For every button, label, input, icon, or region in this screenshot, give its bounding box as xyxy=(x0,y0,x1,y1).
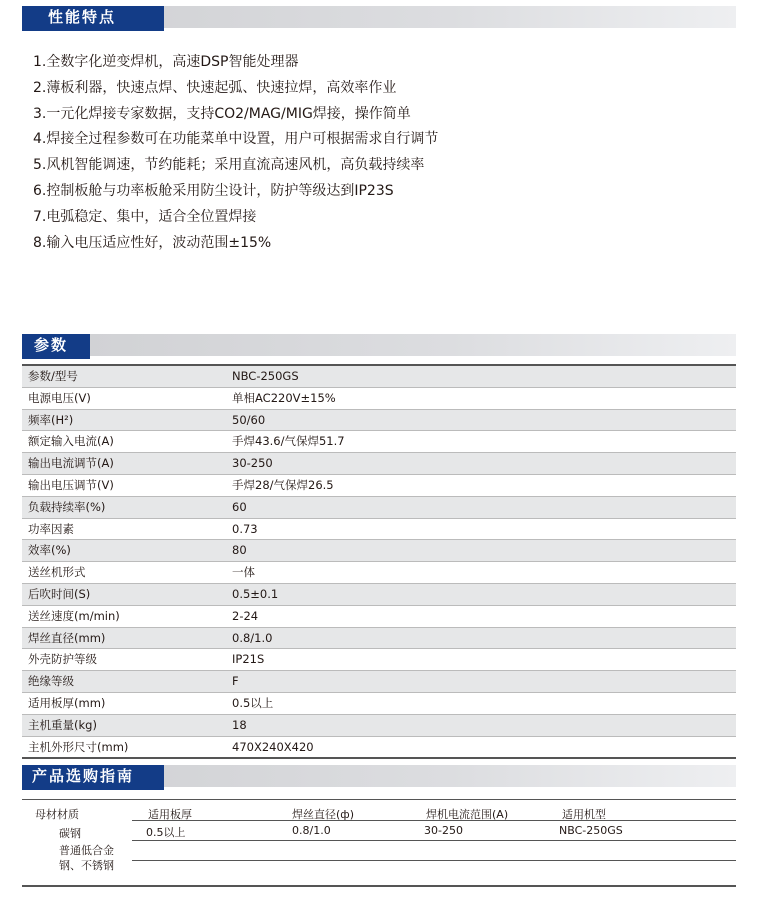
params-header-underline xyxy=(22,356,90,359)
param-key: 送丝机形式 xyxy=(28,565,86,580)
table-row xyxy=(22,606,736,628)
table-row xyxy=(22,410,736,432)
param-value: 60 xyxy=(232,499,247,514)
table-row xyxy=(22,388,736,410)
table-row xyxy=(22,584,736,606)
guide-section-title: 产品选购指南 xyxy=(22,765,164,787)
param-value: 0.8/1.0 xyxy=(232,630,273,645)
param-value: 手焊28/气保焊26.5 xyxy=(232,477,334,492)
table-row xyxy=(22,715,736,737)
features-section-title: 性能特点 xyxy=(22,6,164,28)
guide-divider xyxy=(132,860,736,861)
param-key: 效率(%) xyxy=(28,543,71,558)
param-value: 80 xyxy=(232,543,247,558)
table-row xyxy=(22,737,736,758)
param-key: 额定输入电流(A) xyxy=(28,434,114,449)
param-value: IP21S xyxy=(232,652,265,667)
material-header: 母材材质 xyxy=(35,808,79,821)
selection-guide-table xyxy=(22,799,736,887)
material-item: 钢、不锈钢 xyxy=(59,859,114,872)
param-key: 频率(H²) xyxy=(28,412,74,427)
column-header: 适用板厚 xyxy=(148,808,192,821)
param-key: 送丝速度(m/min) xyxy=(28,608,120,623)
param-key: 主机重量(kg) xyxy=(28,717,97,732)
param-value: 18 xyxy=(232,717,247,732)
param-key: 负载持续率(%) xyxy=(28,499,106,514)
table-row xyxy=(22,628,736,650)
param-value: NBC-250GS xyxy=(232,369,299,383)
table-row xyxy=(22,693,736,715)
column-header: 焊机电流范围(A) xyxy=(426,808,509,821)
table-row xyxy=(22,366,736,388)
param-key: 输出电流调节(A) xyxy=(28,456,114,471)
param-key: 输出电压调节(V) xyxy=(28,477,114,492)
table-row xyxy=(22,649,736,671)
param-value: 单相AC220V±15% xyxy=(232,390,336,405)
guide-value: 30-250 xyxy=(424,824,463,837)
feature-item: 3.一元化焊接专家数据，支持CO2/MAG/MIG焊接，操作简单 xyxy=(33,105,411,122)
material-item: 普通低合金 xyxy=(59,844,114,857)
feature-item: 8.输入电压适应性好，波动范围±15% xyxy=(33,234,272,251)
column-header: 焊丝直径(ф) xyxy=(292,808,354,821)
guide-value: 0.5以上 xyxy=(146,826,186,839)
features-list xyxy=(33,50,438,256)
table-row xyxy=(22,453,736,475)
feature-item: 4.焊接全过程参数可在功能菜单中设置，用户可根据需求自行调节 xyxy=(33,131,439,148)
table-row xyxy=(22,519,736,541)
table-row xyxy=(22,431,736,453)
param-key: 适用板厚(mm) xyxy=(28,695,106,710)
feature-item: 7.电弧稳定、集中，适合全位置焊接 xyxy=(33,208,257,225)
guide-divider xyxy=(132,820,736,821)
table-row xyxy=(22,497,736,519)
param-key: 绝缘等级 xyxy=(28,674,74,689)
param-value: 0.5以上 xyxy=(232,695,274,710)
param-value: 30-250 xyxy=(232,456,273,471)
param-value: 50/60 xyxy=(232,412,266,427)
feature-item: 1.全数字化逆变焊机，高速DSP智能处理器 xyxy=(33,54,299,70)
feature-item: 5.风机智能调速，节约能耗；采用直流高速风机，高负载持续率 xyxy=(33,157,425,174)
param-value: 2-24 xyxy=(232,608,259,623)
features-header-underline xyxy=(22,28,164,31)
param-value: 一体 xyxy=(232,565,255,580)
param-key: 焊丝直径(mm) xyxy=(28,630,106,645)
params-section-header xyxy=(22,334,736,356)
material-item: 碳钢 xyxy=(59,827,81,840)
param-key: 电源电压(V) xyxy=(28,390,91,405)
param-value: 手焊43.6/气保焊51.7 xyxy=(232,434,345,449)
guide-section-header xyxy=(22,765,736,787)
param-key: 功率因素 xyxy=(28,521,74,536)
param-value: 470X240X420 xyxy=(232,739,314,754)
params-table xyxy=(22,364,736,759)
params-section-title: 参数 xyxy=(22,334,90,356)
param-key: 参数/型号 xyxy=(28,369,78,383)
param-value: F xyxy=(232,674,239,689)
guide-divider xyxy=(132,840,736,841)
table-row xyxy=(22,540,736,562)
param-value: 0.73 xyxy=(232,521,258,536)
guide-value: NBC-250GS xyxy=(559,824,623,837)
table-row xyxy=(22,562,736,584)
param-value: 0.5±0.1 xyxy=(232,586,279,601)
param-key: 外壳防护等级 xyxy=(28,652,97,667)
table-row xyxy=(22,671,736,693)
param-key: 主机外形尺寸(mm) xyxy=(28,739,129,754)
guide-header-underline xyxy=(22,787,164,790)
feature-item: 2.薄板利器，快速点焊、快速起弧、快速拉焊，高效率作业 xyxy=(33,79,397,96)
guide-value: 0.8/1.0 xyxy=(292,824,331,837)
column-header: 适用机型 xyxy=(562,808,606,821)
features-section-header xyxy=(22,6,736,28)
param-key: 后吹时间(S) xyxy=(28,586,91,601)
table-row xyxy=(22,475,736,497)
feature-item: 6.控制板舱与功率板舱采用防尘设计，防护等级达到IP23S xyxy=(33,182,394,199)
